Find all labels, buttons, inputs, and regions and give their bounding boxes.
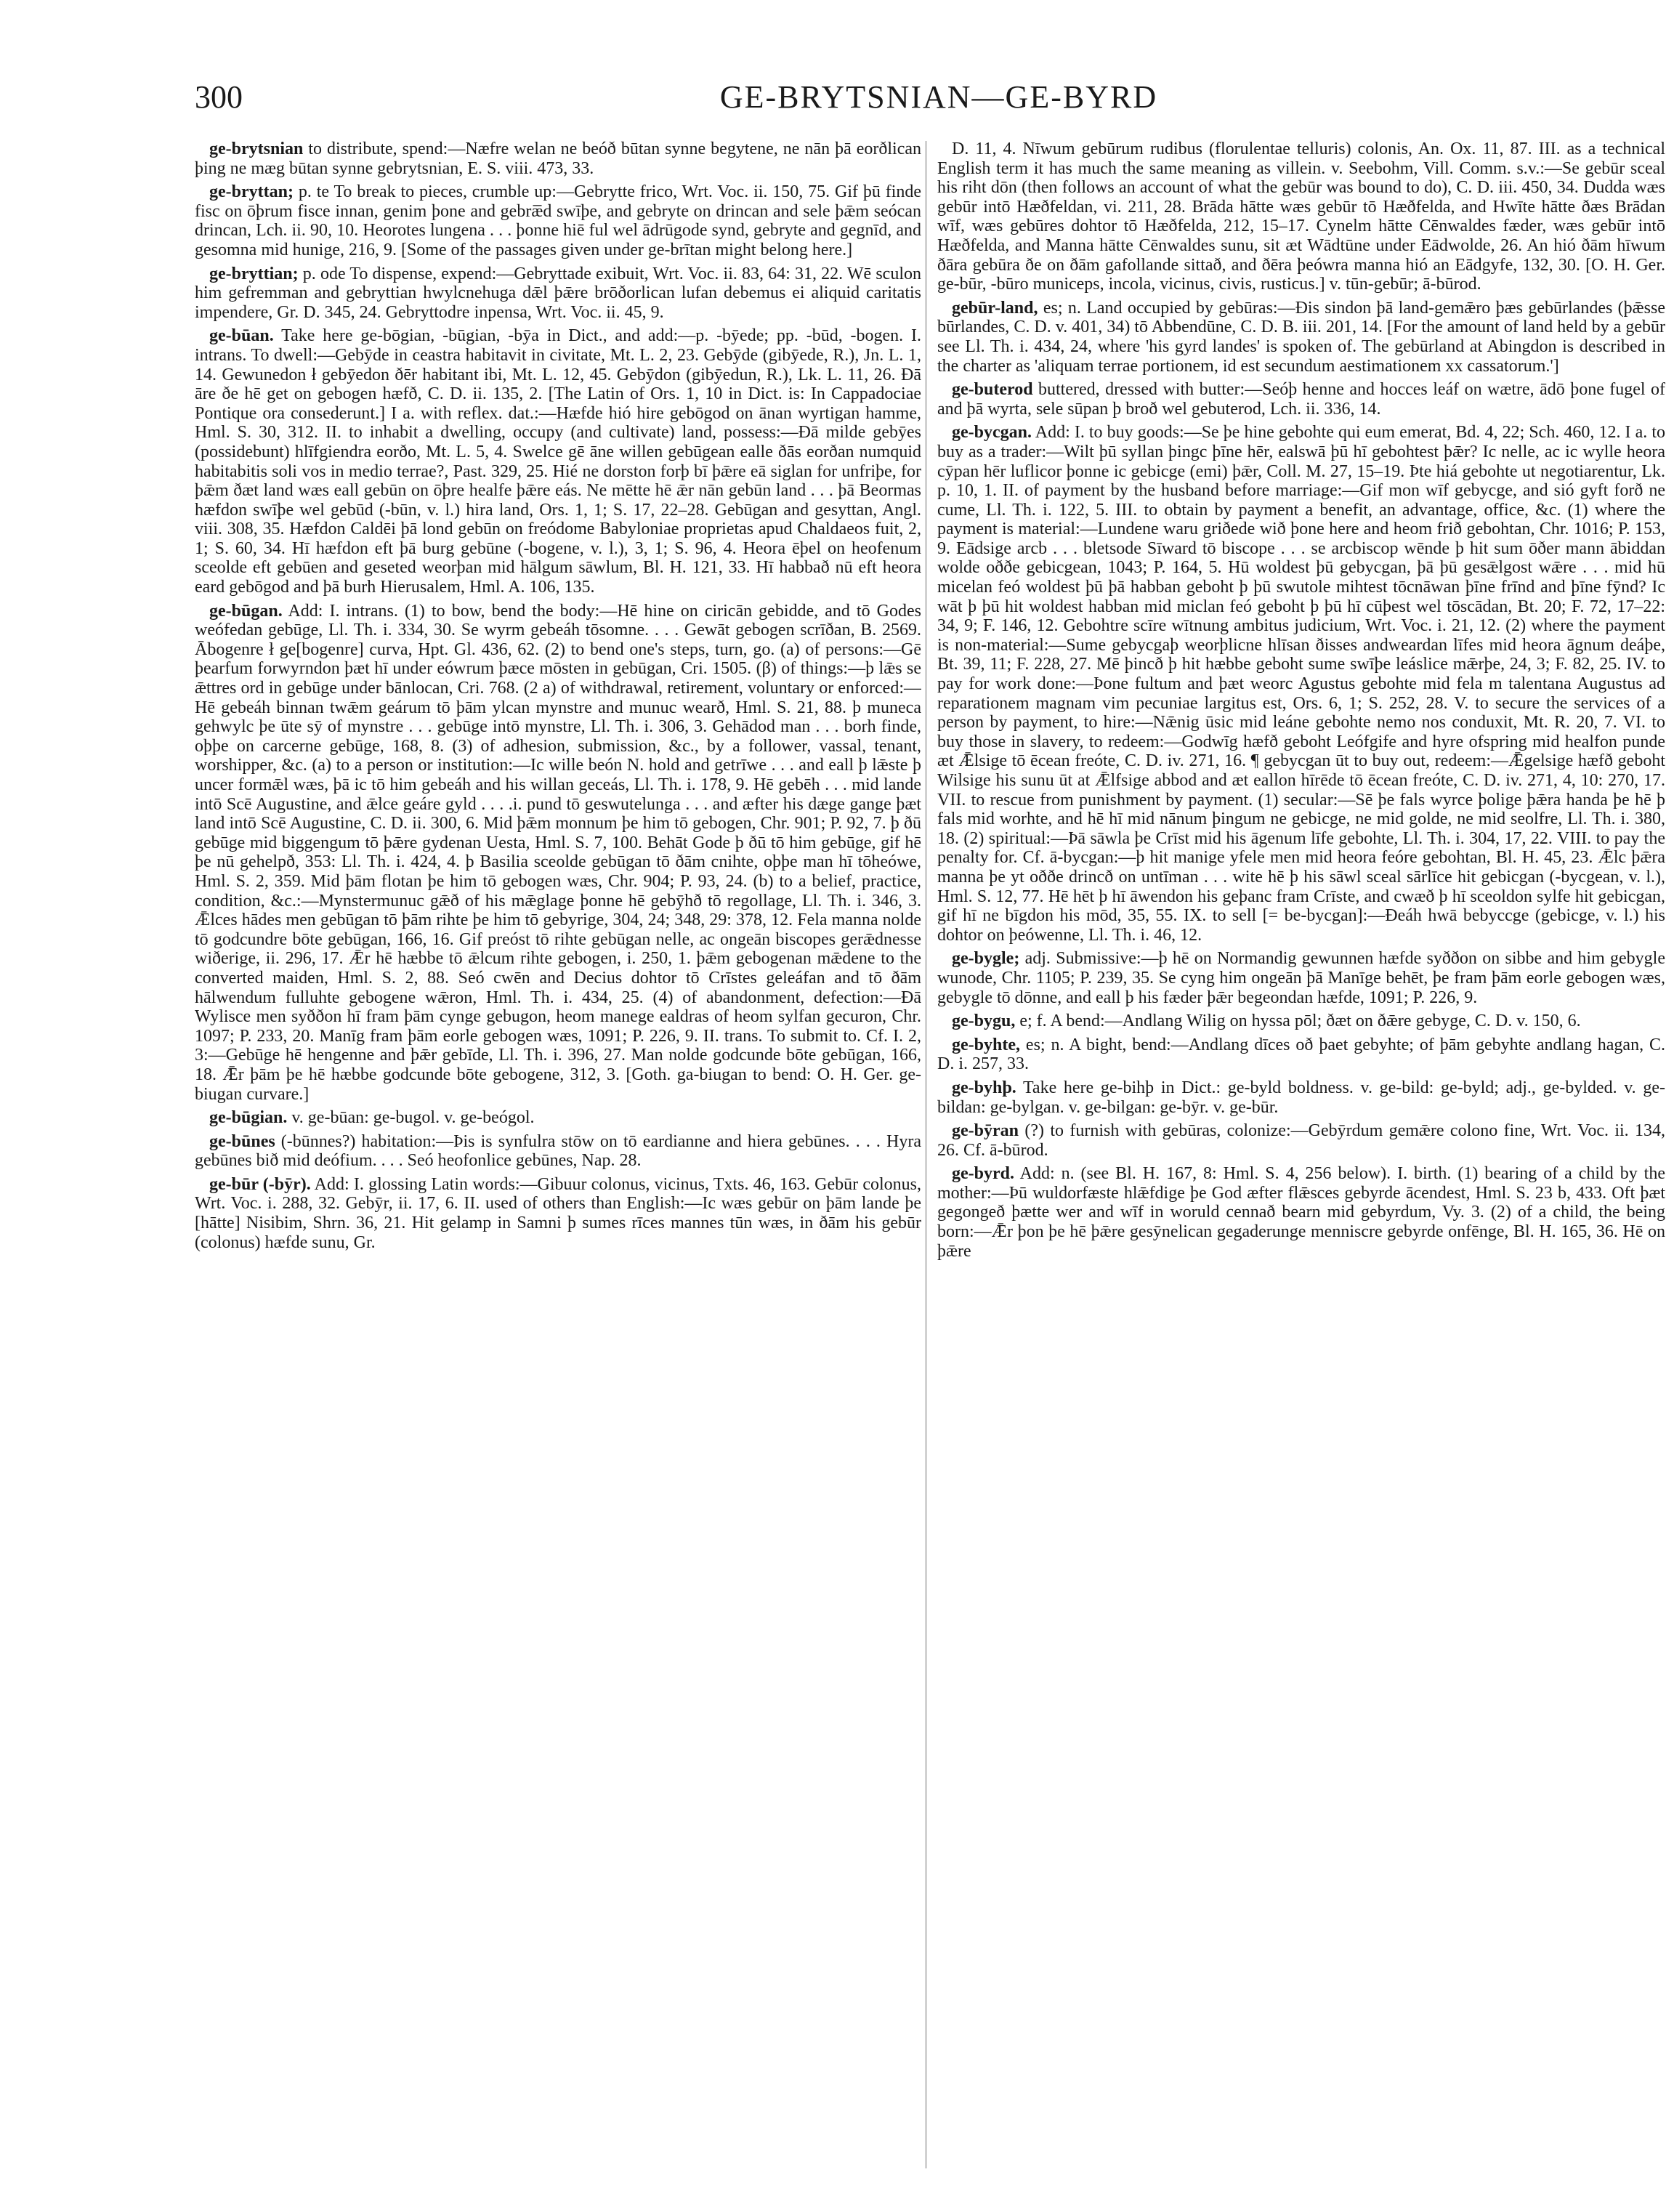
- headword: ge-būgan.: [209, 601, 283, 621]
- left-column: [195, 140, 921, 2174]
- entry-text: es; n. A bight, bend:—Andlang dīces oð þaet gebyhte; of þām gebyhte andlang hagan, C. D. i. 257, 33.: [937, 1035, 1665, 1074]
- headword: ge-būnes: [209, 1131, 275, 1151]
- headword: ge-būr (-bȳr).: [209, 1174, 311, 1194]
- entry-text: Add: n. (see Bl. H. 167, 8: Hml. S. 4, 256 below). I. birth. (1) bearing of a child by the mother:—Þū wuldorfæste hlǣfdige þe God æfter flǣsces gebyrde ācendest, Hml. S. 23 b, 433. Oft þæt gegongeð þætte wer and wīf in woruld cennað bearn mid gebyrdum, Vy. 3. (2) of a child, the being born:—Ǣr þon þe hē þǣre gesȳnelican gegaderunge menniscre gebyrde onfēnge, Bl. H. 165, 36. Hē on þǣre: [937, 1164, 1665, 1261]
- entry-text: Add: I. glossing Latin words:—Gibuur colonus, vicinus, Txts. 46, 163. Gebūr colonus, Wrt. Voc. i. 288, 32. Gebȳr, ii. 17, 6. II. used of others than English:—Ic wæs gebūr on þām lande þe [hātte] Nisibim, Shrn. 36, 21. Hit gelamp in Samni þ sumes rīces mannes tūn wæs, in ðām his gebūr (colonus) hæfde sunu, Gr.: [195, 1174, 921, 1252]
- dictionary-entry: [195, 140, 921, 178]
- headword: ge-brytsnian: [209, 140, 304, 158]
- running-head: GE-BRYTSNIAN—GE-BYRD: [719, 79, 1158, 115]
- dictionary-entry: [937, 380, 1665, 419]
- dictionary-entry: [937, 1121, 1665, 1160]
- dictionary-entry: [195, 182, 921, 259]
- dictionary-entry: [937, 1164, 1665, 1261]
- headword: ge-buterod: [952, 380, 1033, 400]
- dictionary-entry: [937, 1036, 1665, 1074]
- dictionary-entry: [195, 1132, 921, 1171]
- entry-text: (-būnnes?) habitation:—Þis is synfulra stōw on tō eardianne and hiera gebūnes. . . . Hyra gebūnes bið mid deófium. . . . Seó heofonlice gebūnes, Nap. 28.: [195, 1131, 921, 1171]
- page-number: 300: [195, 79, 243, 115]
- dictionary-entry: [937, 423, 1665, 945]
- dictionary-entry: [937, 1012, 1665, 1031]
- headword: ge-byrd.: [952, 1164, 1014, 1184]
- headword: gebūr-land,: [952, 298, 1038, 318]
- entry-text: adj. Submissive:—þ hē on Normandig gewunnen hæfde syððon on sibbe and him gebygle wunode, Chr. 1105; P. 239, 35. Se cyng him ongeān þā Manīge behēt, þe fram þām eorle gebogen wæs, gebygle tō dōnne, and eall þ his fæder þǣr begeondan hæfde, 1091; P. 226, 9.: [937, 949, 1665, 1007]
- entry-text: p. ode To dispense, expend:—Gebryttade exibuit, Wrt. Voc. ii. 83, 64: 31, 22. Wē sculon him gefremman and gebryttian hwylcnehuga dǣl þǣre brōðorlican lufan debemus ei aliquid caritatis impendere, Gr. D. 345, 24. Gebryttodre inpensa, Wrt. Voc. ii. 45, 9.: [195, 264, 921, 322]
- entry-text: Add: I. intrans. (1) to bow, bend the body:—Hē hine on ciricān gebidde, and tō Godes weófedan gebūge, Ll. Th. i. 334, 30. Se wyrm gebeáh tōsomne. . . . Gewāt gebogen scrīðan, B. 2569. Ābogenre ł ge[bogenre] curva, Hpt. Gl. 436, 62. (2) to bend one's steps, turn, go. (a) of persons:—Gē þearfum forwyrndon þæt hī under eówrum þæce mōsten in gebūgan, Cri. 1505. (β) of things:—þ lǣs se ǣttres ord in gebūge under bānlocan, Cri. 768. (2 a) of withdrawal, retirement, voluntary or enforced:—Hē gebeáh binnan twǣm geárum tō þām ylcan mynstre and munuc wearð, Hml. S. 21, 88. þ muneca gehwylc þe ūte sȳ of mynstre . . . gebūge intō mynstre, Ll. Th. i. 306, 3. Gehādod man . . . borh finde, oþþe on carcerne gebūge, 168, 8. (3) of adhesion, submission, &c., by a follower, vassal, tenant, worshipper, &c. (a) to a person or institution:—Ic wille beón N. hold and getrīwe . . . and eall þ lǣste þ uncer formǣl wæs, þā ic tō him gebeáh and his willan geceás, Ll. Th. i. 178, 9. Hē gebēh . . . mid lande intō Scē Augustine, and ǣlce geáre gyld . . . .i. pund tō geswutelunga . . . and æfter his dæge gange þæt land intō Scē Augustine, C. D. ii. 300, 6. Mid þǣm monnum þe him tō gebogen, Chr. 901; P. 92, 7. þ ðū gebūge mid biggengum tō þǣre gydenan Uesta, Hml. S. 7, 100. Behāt Gode þ ðū tō him gebūge, gif hē þe nū gehelpð, 353: Ll. Th. i. 424, 4. þ Basilia sceolde gebūgan tō ðām cnihte, oþþe man hī tōheówe, Hml. S. 2, 359. Mid þām flotan þe him tō gebogen wæs, Chr. 904; P. 93, 24. (b) to a belief, practice, condition, &c.:—Mynstermunuc gǣð of his mǣglage þonne hē gebȳhð tō regollage, Ll. Th. i. 346, 3. Ǣlces hādes men gebūgan tō þām rihte þe him tō gebyrige, 304, 24; 348, 29: 378, 12. Fela manna nolde tō godcundre bōte gebūgan, 166, 16. Gif preóst tō rihte gebūgan nelle, ac ongeān biscopes gerǣdnesse wiðerige, ii. 296, 17. Ǣr hē hæbbe tō ǣlcum rihte gebogen, i. 250, 1. þǣm gebogenan mǣdene to the converted maiden, Hml. S. 2, 88. Seó cwēn and Decius dohtor tō Crīstes geleáfan and tō ðām hālwendum fulluhte gebogene wǣron, Hml. Th. i. 434, 25. (4) of abandonment, defection:—Ðā Wylisce men syððon hī fram þām cynge gebugon, heom manege ealdras of heom sylfan gecuron, Chr. 1097; P. 233, 20. Manīg fram þām eorle gebogen wæs, 1091; P. 226, 9. II. trans. To submit to. Cf. I. 2, 3:—Gebūge hē hengenne and þǣr gebīde, Ll. Th. i. 396, 27. Man nolde godcunde bōte gebūgan, 166, 18. Ǣr þām þe hē hæbbe godcunde bōte gebogene, 312, 3. [Goth. ga-biugan to bend: O. H. Ger. ge-biugan curvare.]: [195, 601, 921, 1104]
- headword: ge-bygu,: [952, 1012, 1016, 1031]
- dictionary-entry: [195, 1175, 921, 1252]
- entry-text: v. ge-būan: ge-bugol. v. ge-beógol.: [291, 1108, 535, 1128]
- dictionary-entry: [937, 1078, 1665, 1117]
- entry-text: es; n. Land occupied by gebūras:—Ðis sindon þā land-gemǣro þæs gebūrlandes (þǣsse būrlandes, C. D. v. 401, 34) tō Abbendūne, C. D. B. iii. 201, 14. [For the amount of land held by a gebūr see Ll. Th. i. 434, 24, where 'his gyrd landes' is spoken of. The gebūrland at Abingdon is described in the charter as 'aliquam terrae portionem, id est secundum aestimationem xx cassatorum.']: [937, 298, 1665, 376]
- entry-text: Take here ge-bihþ in Dict.: ge-byld boldness. v. ge-bild: ge-byld; adj., ge-bylded. v. ge-bildan: ge-bylgan. v. ge-bilgan: ge-bȳr. v. ge-būr.: [937, 1078, 1665, 1117]
- entry-text: Take here ge-bōgian, -būgian, -bȳa in Dict., and add:—p. -bȳede; pp. -būd, -bogen. I. intrans. To dwell:—Gebȳde in ceastra habitavit in civitate, Mt. L. 2, 23. Gebȳde (gibȳede, R.), Jn. L. 1, 14. Gewunedon ł gebȳedon ðēr habitant ibi, Mt. L. 12, 45. Gebȳdon (gibȳedun, R.), Lk. L. 11, 26. Ðā āre ðe hē get on gebogen hæfð, C. D. ii. 135, 2. [The Latin of Ors. 1, 10 in Dict. is: In Cappadociae Pontique ora consederunt.] I a. with reflex. dat.:—Hæfde hió hire gebōgod on ānan wyrtigan hamme, Hml. S. 30, 312. II. to inhabit a dwelling, occupy (and cultivate) land, possess:—Ðā milde gebȳes (possidebunt) hlīfgiendra eorðo, Mt. L. 5, 4. Swelce gē āne willen gebūgean ealle ðās eorðan numquid habitabitis soli vos in medio terrae?, Past. 329, 25. Hié ne dorston forþ bī þǣre eā siglan for unfriþe, for þǣm ðæt land wæs eall gebūn on ōþre healfe þǣre eás. Ne mētte hē ǣr nān gebūn land . . . þā Beormas hæfdon swīþe wel gebūd (-būn, v. l.) hira land, Ors. 1, 1; S. 17, 22–28. Gebūgan and gesyttan, Angl. viii. 308, 35. Hæfdon Caldēi þā lond gebūn on freódome Babyloniae proprietas apud Chaldaeos fuit, 2, 1; S. 60, 34. Hī hæfdon eft þā burg gebūne (-bogene, v. l.), 3, 1; S. 96, 4. Heora ēþel on heofenum sceolde eft gebūen and geseted weorþan mid hālgum sāwlum, Bl. H. 121, 33. Hī habbað nū eft heora eard gebōgod and þā burh Hierusalem, Hml. A. 106, 135.: [195, 326, 921, 597]
- headword: ge-byhþ.: [952, 1078, 1016, 1097]
- dictionary-entry: [937, 299, 1665, 376]
- headword: ge-bycgan.: [952, 423, 1032, 443]
- headword: ge-byhte,: [952, 1035, 1020, 1054]
- headword: ge-būan.: [209, 326, 274, 346]
- page-header: [195, 78, 1674, 129]
- headword: ge-būgian.: [209, 1108, 288, 1128]
- headword: ge-bryttan;: [209, 182, 294, 202]
- entry-text: p. te To break to pieces, crumble up:—Gebrytte frico, Wrt. Voc. ii. 150, 75. Gif þū finde fisc on ōþrum fisce innan, genim þone and gebræ̅d swīþe, and gebryte on drincan and sele þǣm seócan drincan, Lch. ii. 90, 10. Heorotes lungena . . . þonne hiē ful wel ādrūgode synd, gebryte and gegnīd, and gesomna mid hunige, 216, 9. [Some of the passages given under ge-brītan might belong here.]: [195, 182, 921, 259]
- entry-text: to distribute, spend:—Næfre welan ne beóð būtan synne begytene, ne nān þā eorðlican þing ne mæg būtan synne gebrytsnian, E. S. viii. 473, 33.: [195, 140, 921, 178]
- dictionary-entry: [195, 265, 921, 323]
- headword: ge-bygle;: [952, 949, 1020, 969]
- dictionary-entry: [937, 140, 1665, 294]
- entry-text: buttered, dressed with butter:—Seóþ henne and hocces leáf on wætre, ādō þone fugel of and þā wyrta, sele sūpan þ broð wel gebuterod, Lch. ii. 336, 14.: [937, 380, 1665, 419]
- entry-text: (?) to furnish with gebūras, colonize:—Gebȳrdum gemǣre colono fine, Wrt. Voc. ii. 134, 26. Cf. ā-būrod.: [937, 1121, 1665, 1160]
- dictionary-entry: [195, 1108, 921, 1128]
- headword: ge-bryttian;: [209, 264, 299, 283]
- dictionary-entry: [937, 949, 1665, 1007]
- right-column: [937, 140, 1665, 2174]
- dictionary-entry: [195, 602, 921, 1104]
- entry-text: D. 11, 4. Nīwum gebūrum rudibus (florulentae telluris) colonis, An. Ox. 11, 87. III. as a technical English term it has much the same meaning as villein. v. Seebohm, Vill. Comm. s.v.:—Se gebūr sceal his riht dōn (then follows an account of what the gebūr was bound to do), C. D. iii. 450, 34. Dudda wæs gebūr intō Hæðfeldan, vi. 211, 28. Brāda hātte wæs gebūr tō Hæðfelda, and Hwīte hātte ðæs Brādan wīf, wæs gebūres dohtor tō Hæðfelda, 212, 15–17. Cynelm hātte Cēnwaldes fæder, wæs gebūr intō Hæðfelda, and Manna hātte Cēnwaldes sunu, sit æt Wādtūne under Eādwolde, 26. An hió ðām hīwum ðāra gebūra ðe on ðām gafollande sittað, and ðēra þeówra manna hió an Eādgyfe, 132, 30. [O. H. Ger. ge-būr, -būro municeps, incola, vicinus, civis, rusticus.] v. tūn-gebūr; ā-būrod.: [937, 140, 1665, 294]
- entry-text: e; f. A bend:—Andlang Wilig on hyssa pōl; ðæt on ðǣre gebyge, C. D. v. 150, 6.: [1019, 1012, 1581, 1031]
- entry-text: Add: I. to buy goods:—Se þe hine gebohte qui eum emerat, Bd. 4, 22; Sch. 460, 12. I a. to buy as a trader:—Wilt þū syllan þingc þīne hēr, ealswā þū hī gebohtest þǣr? Ic nelle, ac ic wylle heora cȳpan hēr luflicor þonne ic gebicge (emi) þǣr, Coll. M. 27, 15–19. Þte hiá gebohte ut negotiarentur, Lk. p. 10, 1. II. of payment by the husband before marriage:—Gif mon wīf gebycge, and sió gyft forð ne cume, Ll. Th. i. 122, 5. III. to obtain by payment a benefit, an advantage, office, &c. (1) where the payment is material:—Lundene waru griðede wið þone here and heom frið gebohtan, Chr. 1016; P. 153, 9. Eādsige arcb . . . bletsode Sīward tō biscope . . . se arcbiscop wēnde þ hit sum ōðer mann ābiddan wolde oððe gebicgean, 1043; P. 164, 5. Hū woldest þū gebycgan, þā þū gesǣlgost wǣre . . . mid hū micelan feó woldest þū þā habban geboht þ þū swutole mihtest tōcnāwan þīne frīnd and þīne fȳnd? Ic wāt þ þū hit woldest habban mid miclan feó geboht þ þū hī cūþest wel tōscādan, Bt. 20; F. 72, 17–22: 34, 9; F. 146, 12. Gebohtre scīre wītnung ambitus judicium, Wrt. Voc. i. 21, 12. (2) where the payment is non-material:—Sume gebycgaþ weorþlicne hlīsan ðisses andweardan līfes mid heora āgnum deáþe, Bt. 39, 11; F. 228, 27. Mē þincð þ hit hæbbe geboht sume swīþe leáslice mǣrþe, 24, 3; F. 82, 25. IV. to pay for work done:—Þone fultum and þæt weorc Agustus gebohte mid fela m talentana Augustus ad reparationem magnam vim pecuniae largitus est, Ors. 6, 1; S. 252, 28. V. to secure the services of a person by payment, to hire:—Nǣnig ūsic mid leáne gebohte nemo nos conduxit, Mt. R. 20, 7. VI. to buy those in slavery, to redeem:—Godwīg hæfð geboht Leófgife and hyre ofspring mid healfon punde æt Ǣlsige tō ēcean freóte, C. D. iv. 271, 16. ¶ gebycgan ūt to buy out, redeem:—Ǣgelsige hæfð geboht Wilsige his sunu ūt at Ǣlfsige abbod and æt eallon hīrēde tō ēcean freóte, C. D. iv. 271, 4, 10: 270, 17. VII. to rescue from punishment by payment. (1) secular:—Sē þe fals wyrce þolige þǣra handa þe hē þ fals mid worhte, and hē hī mid nānum þingum ne gebicge, ne mid golde, ne mid seolfre, Ll. Th. i. 380, 18. (2) spiritual:—Þā sāwla þe Crīst mid his āgenum līfe gebohte, Ll. Th. i. 304, 17, 22. VIII. to pay the penalty for. Cf. ā-bycgan:—þ hit manige yfele men mid heora feóre gebohtan, Bl. H. 45, 23. Ǣlc þǣra manna þe yt oððe drincð on untīman . . . wite hē þ his sāwl sceal sārlīce hit gebicgan (-bycgean, v. l.), Hml. S. 12, 77. Hē hēt þ hī āwendon his geþanc fram Crīste, and cwæð þ hī sceoldon sylfe hit gebicgan, gif hī ne bīgdon his mōd, 35, 55. IX. to sell [= be-bycgan]:—Ðeáh hwā bebyccge (gebicge, v. l.) his dohtor on þeówenne, Ll. Th. i. 46, 12.: [937, 423, 1665, 945]
- dictionary-entry: [195, 326, 921, 597]
- headword: ge-bȳran: [952, 1121, 1019, 1141]
